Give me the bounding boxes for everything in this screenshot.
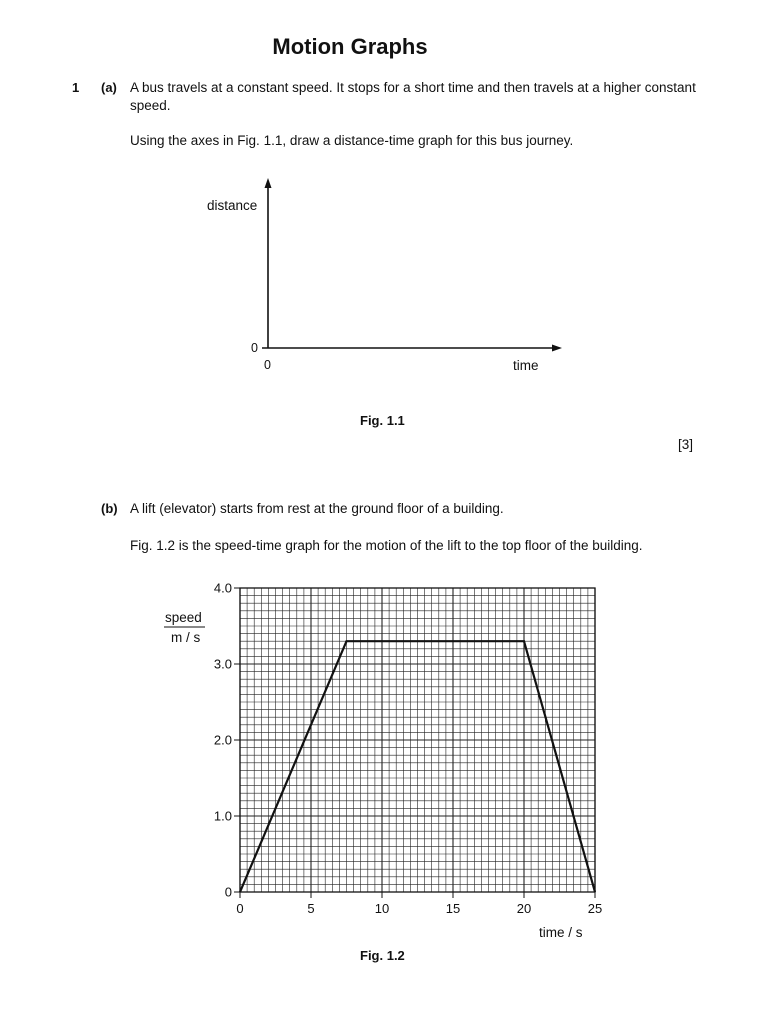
- x-tick-label: 20: [516, 901, 532, 916]
- fig-1-2-caption: Fig. 1.2: [360, 948, 405, 963]
- y-axis-label-top: speed: [165, 610, 202, 625]
- x-tick-label: 0: [236, 901, 244, 916]
- part-b-instruction: Fig. 1.2 is the speed-time graph for the motion of the lift to the top floor of the building.: [130, 538, 643, 553]
- distance-axis-arrow: [265, 178, 272, 188]
- part-a-instruction: Using the axes in Fig. 1.1, draw a distance-time graph for this bus journey.: [130, 133, 574, 148]
- part-b-label: (b): [101, 501, 118, 516]
- time-axis-arrow: [552, 345, 562, 352]
- x-tick-label: 10: [374, 901, 390, 916]
- part-a-text: A bus travels at a constant speed. It stops for a short time and then travels at a higher constant speed.: [130, 80, 696, 113]
- time-axis-label: time: [513, 358, 539, 373]
- chart-grid: [240, 588, 595, 892]
- page-title: Motion Graphs: [272, 34, 428, 59]
- x-tick-label: 25: [587, 901, 603, 916]
- y-origin-label: 0: [251, 341, 258, 355]
- part-b-text: A lift (elevator) starts from rest at the ground floor of a building.: [130, 501, 504, 516]
- y-tick-label: 2.0: [213, 732, 232, 748]
- y-tick-label: 4.0: [213, 580, 232, 596]
- chart-ticks: [214, 581, 602, 917]
- y-axis-label-bottom: m / s: [171, 630, 201, 645]
- x-origin-label: 0: [264, 358, 271, 372]
- question-number: 1: [72, 80, 80, 95]
- fig-1-1-caption: Fig. 1.1: [360, 413, 405, 428]
- y-tick-label: 0: [224, 884, 232, 900]
- speed-time-chart: [0, 570, 768, 950]
- x-tick-label: 15: [445, 901, 461, 916]
- marks-label: [3]: [678, 437, 694, 452]
- y-tick-label: 1.0: [213, 808, 232, 824]
- x-axis-label: time / s: [539, 925, 583, 940]
- part-a-label: (a): [101, 80, 117, 95]
- x-tick-label: 5: [307, 901, 315, 916]
- y-tick-label: 3.0: [213, 656, 232, 672]
- distance-axis-label: distance: [207, 198, 258, 213]
- fig-1-1-axes: [0, 0, 768, 400]
